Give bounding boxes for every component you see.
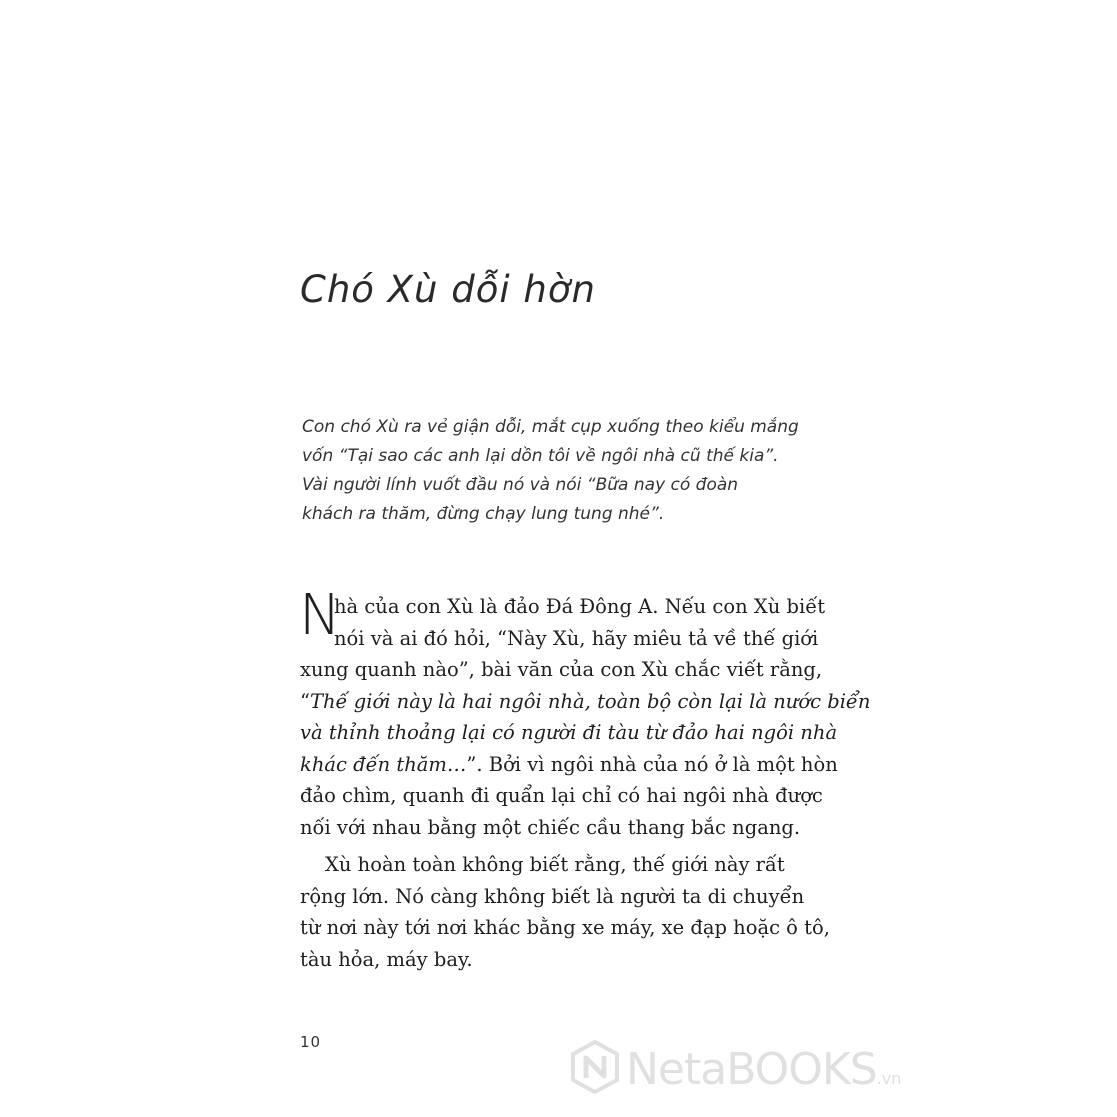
epigraph-line: khách ra thăm, đừng chạy lung tung nhé”.	[302, 504, 665, 524]
body-line: Xù hoàn toàn không biết rằng, thế giới này rất	[325, 853, 785, 876]
italic-quote: Thế giới này là hai ngôi nhà, toàn bộ còn lại là nước biển	[309, 689, 871, 713]
epigraph	[302, 413, 822, 529]
body-text	[300, 591, 871, 975]
watermark-brand: NetaBOOKS.vn	[626, 1044, 902, 1095]
netabooks-logo-icon	[570, 1040, 620, 1099]
watermark-suffix: .vn	[876, 1069, 902, 1088]
quote-mark: “	[300, 689, 310, 713]
epigraph-line: vốn “Tại sao các anh lại dồn tôi về ngôi nhà cũ thế kia”.	[302, 446, 779, 466]
body-line	[300, 749, 840, 781]
drop-cap: N	[299, 583, 341, 648]
body-line: đảo chìm, quanh đi quẩn lại chỉ có hai ngôi nhà được	[300, 784, 823, 807]
body-line: tàu hỏa, máy bay.	[300, 947, 473, 971]
italic-quote: khác đến thăm…	[300, 752, 467, 776]
body-line: xung quanh nào”, bài văn của con Xù chắc viết rằng,	[300, 658, 823, 681]
body-line: từ nơi này tới nơi khác bằng xe máy, xe đạp hoặc ô tô,	[300, 916, 830, 939]
body-line: nói và ai đó hỏi, “Này Xù, hãy miêu tả về thế giới	[334, 626, 819, 650]
body-text-run: ”. Bởi vì ngôi nhà của nó ở là một hòn	[466, 752, 838, 776]
body-line: hà của con Xù là đảo Đá Đông A. Nếu con Xù biết	[334, 595, 826, 618]
body-line: rộng lớn. Nó càng không biết là người ta di chuyển	[300, 884, 805, 908]
body-line: và thỉnh thoảng lại có người đi tàu từ đảo hai ngôi nhà	[300, 721, 838, 744]
epigraph-line: Vài người lính vuốt đầu nó và nói “Bữa nay có đoàn	[302, 475, 739, 495]
body-line: nối với nhau bằng một chiếc cầu thang bắc ngang.	[300, 815, 801, 839]
body-line	[300, 686, 871, 718]
chapter-title: Chó Xù dỗi hờn	[300, 268, 596, 311]
page-number: 10	[300, 1033, 322, 1051]
epigraph-line: Con chó Xù ra vẻ giận dỗi, mắt cụp xuống theo kiểu mắng	[302, 417, 799, 437]
watermark	[570, 1040, 901, 1099]
